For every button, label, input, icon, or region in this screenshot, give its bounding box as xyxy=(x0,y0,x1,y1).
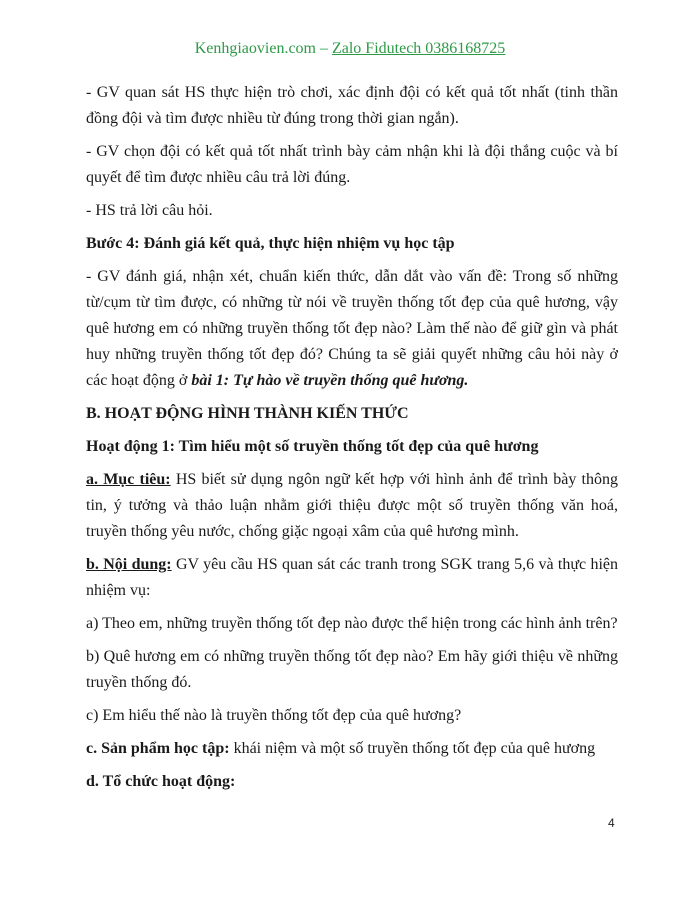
content-label-text: b. Nội dung: xyxy=(86,556,172,573)
question-c: c) Em hiểu thế nào là truyền thống tốt đẹp của quê hương? xyxy=(86,707,462,724)
lesson-title: bài 1: Tự hào về truyền thống quê hương. xyxy=(191,372,469,389)
paragraph: - GV chọn đội có kết quả tốt nhất trình bày cảm nhận khi là đội thắng cuộc và bí quyết để tìm được nhiều câu trả lời đúng. xyxy=(86,143,618,186)
document-body xyxy=(86,80,618,802)
header-separator: – xyxy=(315,40,332,57)
paragraph: - GV quan sát HS thực hiện trò chơi, xác định đội có kết quả tốt nhất (tinh thần đồng đội và tìm được nhiều từ đúng trong thời gian ngắn). xyxy=(86,84,618,127)
paragraph: - HS trả lời câu hỏi. xyxy=(86,202,213,219)
product-paragraph xyxy=(86,736,618,762)
paragraph-text: - GV đánh giá, nhận xét, chuẩn kiến thức, dẫn dắt vào vấn đề: Trong số những từ/cụm từ tìm được, có những từ nói về truyền thống tốt đẹp của quê hương, vậy quê hương em có những truyền thống tốt đẹp nào? Làm thế nào để giữ gìn và phát huy những truyền thống tốt đẹp đó? Chúng ta sẽ giải quyết những câu hỏi này ở các hoạt động ở xyxy=(86,268,618,389)
product-text: khái niệm và một số truyền thống tốt đẹp của quê hương xyxy=(229,740,596,757)
objective-text: HS biết sử dụng ngôn ngữ kết hợp với hình ảnh để trình bày thông tin, ý tưởng và thảo luận nhằm giới thiệu được một số truyền thống văn hoá, truyền thống yêu nước, chống giặc ngoại xâm của quê hương mình. xyxy=(86,471,618,540)
organization-heading: d. Tổ chức hoạt động: xyxy=(86,773,236,790)
question-b: b) Quê hương em có những truyền thống tốt đẹp nào? Em hãy giới thiệu về những truyền thống đó. xyxy=(86,648,618,691)
paragraph xyxy=(86,264,618,394)
zalo-link[interactable]: Zalo Fidutech 0386168725 xyxy=(331,40,506,57)
objective-label-text: a. Mục tiêu: xyxy=(86,471,171,488)
section-heading: B. HOẠT ĐỘNG HÌNH THÀNH KIẾN THỨC xyxy=(86,405,409,422)
content-label xyxy=(86,556,172,573)
question-a: a) Theo em, những truyền thống tốt đẹp nào được thể hiện trong các hình ảnh trên? xyxy=(86,615,618,632)
page-number: 4 xyxy=(608,816,615,830)
site-link[interactable]: Kenhgiaovien.com xyxy=(194,40,316,57)
activity-heading: Hoạt động 1: Tìm hiểu một số truyền thống tốt đẹp của quê hương xyxy=(86,438,539,455)
objective-label xyxy=(86,471,171,488)
step-heading: Bước 4: Đánh giá kết quả, thực hiện nhiệm vụ học tập xyxy=(86,235,455,252)
content-text: GV yêu cầu HS quan sát các tranh trong SGK trang 5,6 và thực hiện nhiệm vụ: xyxy=(86,556,619,599)
page-header xyxy=(0,40,700,58)
content-paragraph xyxy=(86,552,618,604)
objective-paragraph xyxy=(86,467,618,545)
product-label: c. Sản phẩm học tập: xyxy=(86,740,230,757)
